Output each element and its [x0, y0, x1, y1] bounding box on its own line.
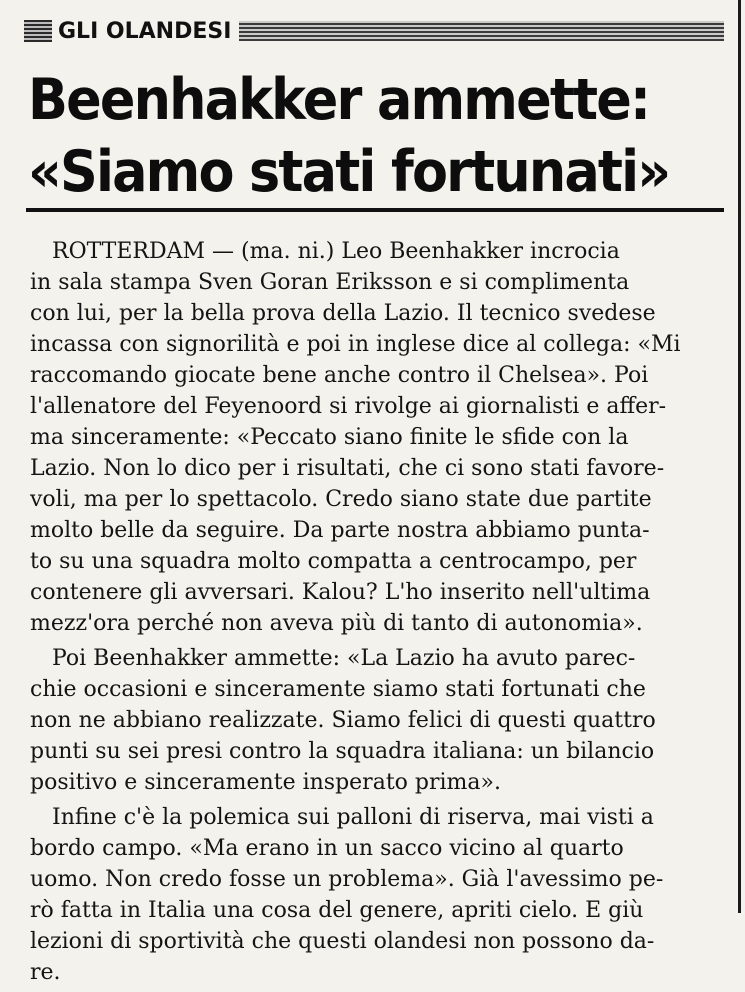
paragraph-1 [30, 236, 720, 639]
text-line: in sala stampa Sven Goran Eriksson e si complimenta [30, 270, 630, 295]
headline-line-2: «Siamo stati fortunati» [28, 139, 670, 205]
text-line: raccomando giocate bene anche contro il Chelsea». Poi [30, 363, 649, 388]
text-line: re. [30, 960, 61, 985]
paragraph-3 [30, 802, 720, 988]
paragraph-2 [30, 643, 720, 798]
text-line: l'allenatore del Feyenoord si rivolge ai giornalisti e affer- [30, 394, 667, 419]
text-line: bordo campo. «Ma erano in un sacco vicino al quarto [30, 836, 624, 861]
text-line: rò fatta in Italia una cosa del genere, apriti cielo. E giù [30, 898, 644, 923]
headline-line-1: Beenhakker ammette: [28, 67, 650, 133]
kicker-mark [24, 20, 52, 42]
section-kicker [24, 14, 724, 48]
headline-rule [26, 208, 724, 212]
text-line: chie occasioni e sinceramente siamo stati fortunati che [30, 677, 646, 702]
text-line: Infine c'è la polemica sui palloni di riserva, mai visti a [52, 805, 654, 830]
text-line: ROTTERDAM — (ma. ni.) Leo Beenhakker incrocia [52, 239, 620, 264]
text-line: mezz'ora perché non aveva più di tanto di autonomia». [30, 611, 643, 636]
text-line: con lui, per la bella prova della Lazio. Il tecnico svedese [30, 301, 656, 326]
text-line: voli, ma per lo spettacolo. Credo siano state due partite [30, 487, 652, 512]
text-line: positivo e sinceramente insperato prima». [30, 770, 501, 795]
text-line: lezioni di sportività che questi olandesi non possono da- [30, 929, 655, 954]
column-rule [738, 0, 741, 913]
kicker-label: GLI OLANDESI [58, 18, 232, 44]
text-line: non ne abbiano realizzate. Siamo felici di questi quattro [30, 708, 656, 733]
text-line: contenere gli avversari. Kalou? L'ho inserito nell'ultima [30, 580, 651, 605]
text-line: molto belle da seguire. Da parte nostra abbiamo punta- [30, 518, 650, 543]
text-line: incassa con signorilità e poi in inglese dice al collega: «Mi [30, 332, 681, 357]
text-line: uomo. Non credo fosse un problema». Già l'avessimo pe- [30, 867, 664, 892]
text-line: ma sinceramente: «Peccato siano finite le sfide con la [30, 425, 629, 450]
text-line: Poi Beenhakker ammette: «La Lazio ha avuto parec- [52, 646, 636, 671]
text-line: punti su sei presi contro la squadra italiana: un bilancio [30, 739, 655, 764]
article-body [30, 236, 720, 992]
kicker-rule [239, 21, 724, 41]
text-line: Lazio. Non lo dico per i risultati, che ci sono stati favore- [30, 456, 665, 481]
headline [28, 64, 672, 208]
text-line: to su una squadra molto compatta a centrocampo, per [30, 549, 637, 574]
